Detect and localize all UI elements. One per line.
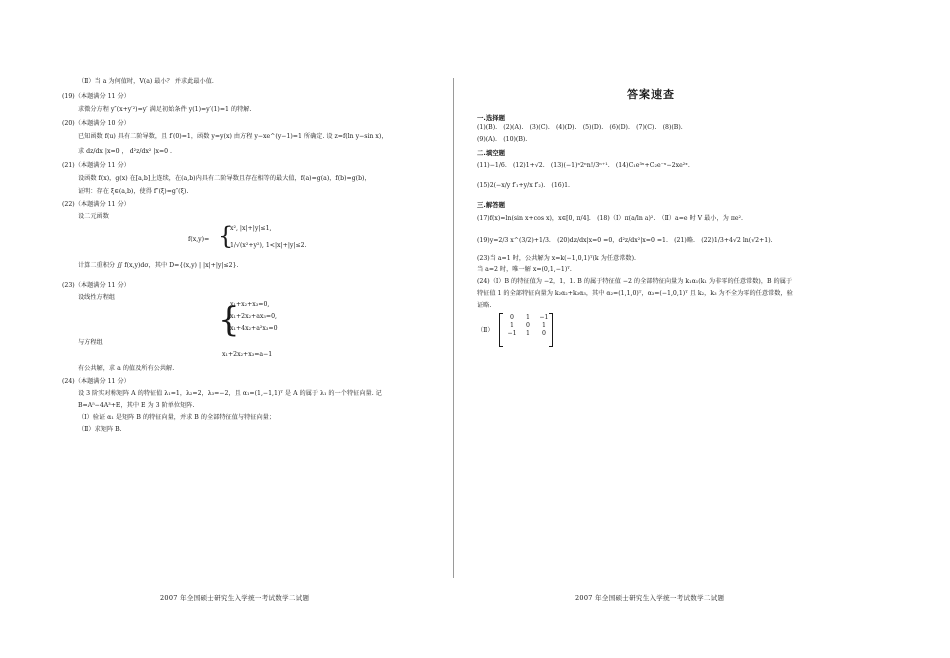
matrix-cell: 1 [526, 314, 530, 321]
right-page [455, 0, 950, 658]
fill-line-2: (15)2(−x/y f′₁+y/x f′₂). (16)1. [477, 182, 571, 189]
section-choice: 一.选择题 [477, 114, 505, 122]
q24-header: (24)（本题满分 11 分） [62, 378, 130, 385]
right-footer: 2007 年全国硕士研究生入学统一考试数学二试题 [575, 594, 725, 602]
matrix-left-bracket [499, 313, 503, 347]
q23-header: (23)（本题满分 11 分） [62, 282, 130, 289]
matrix-cell: −1 [539, 314, 549, 321]
q20-ask: 求 dz/dx |x=0 ， d²z/dx² |x=0 . [78, 148, 173, 155]
matrix-row [505, 322, 551, 330]
matrix-cell: 0 [510, 314, 514, 321]
answer-line-24c: 证略. [477, 302, 492, 309]
left-page [0, 0, 455, 658]
section-answer: 三.解答题 [477, 201, 505, 209]
choice-line-2: (9)(A). (10)(B). [477, 136, 528, 143]
matrix-label: （Ⅱ） [477, 327, 494, 334]
answer-line-24b: 特征值 1 的全部特征向量为 k₂α₂+k₃α₃，其中 α₂=(1,1,0)ᵀ，α₃=(−1,0,1)ᵀ 且 k₂，k₃ 为不全为零的任意常数，验 [477, 290, 793, 297]
q23-ask: 有公共解，求 a 的值及所有公共解. [78, 365, 175, 372]
answer-line-19: (19)y=2/3 x^(3/2)+1/3. (20)dz/dx|x=0 =0，d²z/dx²|x=0 =1. (21)略. (22)1/3+4√2 ln(√2+1). [477, 237, 773, 244]
matrix-cell: −1 [507, 330, 517, 337]
q20-header: (20)（本题满分 10 分） [62, 120, 130, 127]
q20-text: 已知函数 f(u) 具有二阶导数，且 f′(0)=1，函数 y=y(x) 由方程 y−xe^(y−1)=1 所确定. 设 z=f(ln y−sin x)， [78, 133, 388, 140]
matrix-right-bracket [549, 313, 553, 347]
answer-title: 答案速查 [627, 88, 675, 101]
system-eq3: x₁+4x₂+a²x₃=0 [230, 325, 278, 332]
piecewise-lhs: f(x,y)= [188, 236, 210, 243]
q19-header: (19)（本题满分 11 分） [62, 93, 130, 100]
piecewise-case1: x², |x|+|y|≤1, [230, 225, 272, 232]
left-footer: 2007 年全国硕士研究生入学统一考试数学二试题 [160, 594, 310, 602]
q19-text: 求微分方程 y″(x+y′²)=y′ 满足初始条件 y(1)=y′(1)=1 的特解. [78, 106, 252, 113]
matrix-cell: 0 [541, 330, 546, 337]
q21-prove: 证明：存在 ξ∈(a,b)，使得 f″(ξ)=g″(ξ). [78, 188, 189, 195]
fill-line-1: (11)−1/6. (12)1+√2. (13)(−1)ⁿ2ⁿn!/3ⁿ⁺¹. (14)C₁e³ˣ+C₂e⁻ˣ−2xe²ˣ. [477, 162, 690, 169]
matrix-row [505, 330, 551, 338]
matrix-cell: 1 [541, 322, 546, 329]
answer-matrix [505, 314, 551, 338]
q24-part1: （Ⅰ）验证 α₁ 是矩阵 B 的特征向量，并求 B 的全部特征值与特征向量； [78, 414, 276, 421]
q22-header: (22)（本题满分 11 分） [62, 201, 130, 208]
system-eq2: x₁+2x₂+ax₃=0, [230, 313, 277, 320]
q22-integral: 计算二重积分 ∬ f(x,y)dσ，其中 D={(x,y) | |x|+|y|≤2}. [78, 262, 239, 269]
choice-line-1: (1)(B). (2)(A). (3)(C). (4)(D). (5)(D). (6)(D). (7)(C). (8)(B). [477, 124, 683, 131]
matrix-cell: 1 [510, 322, 514, 329]
q23-intro: 设线性方程组 [78, 294, 116, 301]
system-brace: { [218, 300, 240, 340]
q24-text2: B=A⁵−4A³+E，其中 E 为 3 阶单位矩阵. [78, 402, 195, 409]
matrix-row [505, 314, 551, 322]
q22-intro: 设二元函数 [78, 213, 109, 220]
answer-line-24: (24)（Ⅰ）B 的特征值为 −2，1，1. B 的属于特征值 −2 的全部特征向量为 k₁α₁(k₁ 为非零的任意常数)，B 的属于 [477, 278, 793, 285]
piecewise-case2: 1/√(x²+y²), 1<|x|+|y|≤2. [230, 242, 307, 249]
q23-eq4: x₁+2x₂+x₃=a−1 [222, 351, 273, 358]
answer-line-23: (23)当 a=1 时，公共解为 x=k(−1,0,1)ᵀ(k 为任意常数). [477, 255, 636, 262]
system-eq1: x₁+x₂+x₃=0, [230, 301, 270, 308]
section-fill: 二.填空题 [477, 149, 505, 157]
q24-text: 设 3 阶实对称矩阵 A 的特征值 λ₁=1，λ₂=2，λ₃=−2，且 α₁=(1,−1,1)ᵀ 是 A 的属于 λ₁ 的一个特征向量. 记 [78, 390, 382, 397]
matrix-cell: 1 [526, 330, 530, 337]
answer-line-17: (17)f(x)=ln(sin x+cos x)，x∈[0, π/4]. (18)（Ⅰ）π(a/ln a)². （Ⅱ）a=e 时 V 最小，为 πe². [477, 215, 743, 222]
matrix-cell: 0 [526, 322, 530, 329]
piecewise-brace: { [218, 222, 234, 250]
q24-part2: （Ⅱ）求矩阵 B. [78, 426, 122, 433]
q21-header: (21)（本题满分 11 分） [62, 162, 130, 169]
q23-and: 与方程组 [78, 339, 103, 346]
q18-part2: （Ⅱ）当 a 为何值时，V(a) 最小？ 并求此最小值. [78, 78, 214, 85]
q21-text: 设函数 f(x)，g(x) 在[a,b]上连续，在(a,b)内具有二阶导数且存在相等的最大值，f(a)=g(a)，f(b)=g(b)， [78, 175, 371, 182]
page-divider [453, 78, 454, 578]
answer-line-23b: 当 a=2 时，唯一解 x=(0,1,−1)ᵀ. [477, 266, 572, 273]
